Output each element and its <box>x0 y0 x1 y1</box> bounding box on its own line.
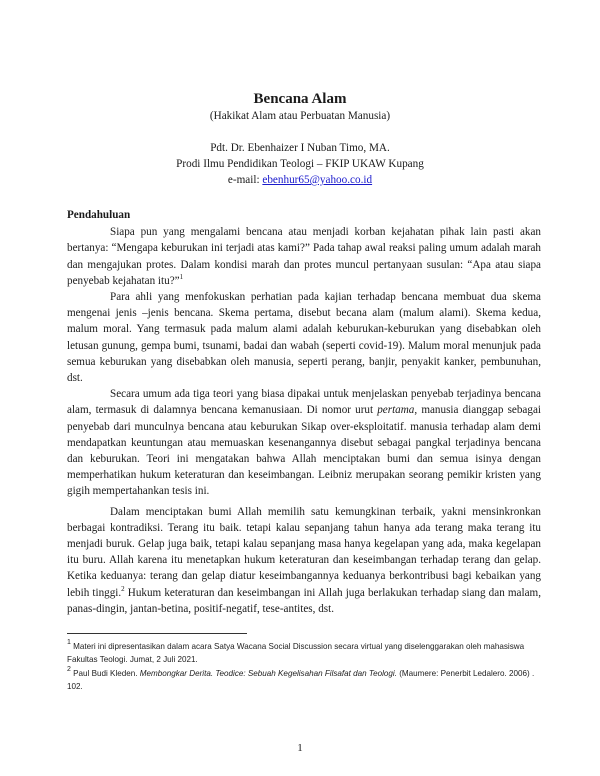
paragraph-3-text-a: Secara umum ada tiga teori yang biasa dipakai untuk menjelaskan penyebab terjadinya bencana alam, termasuk di dalamnya bencana kemanusiaan. Di nomor urut <box>67 388 541 417</box>
footnote-2-text-b: (Maumere: Penerbit Ledalero. 2006) . 102. <box>67 668 535 692</box>
paragraph-3 <box>67 386 541 499</box>
footnote-2-text-a: Paul Budi Kleden. <box>70 668 140 678</box>
section-heading: Pendahuluan <box>67 209 131 221</box>
footnote-1-text: Materi ini dipresentasikan dalam acara Satya Wacana Social Discussion secara virtual yang diselenggarakan oleh mahasiswa Fakultas Teologi. Jumat, 2 Juli 2021. <box>67 642 525 665</box>
paragraph-1 <box>67 224 541 289</box>
footnote-ref-2[interactable]: 2 <box>121 584 125 593</box>
email-label: e-mail: <box>227 174 263 186</box>
paragraph-3-text-b: , manusia dianggap sebagai penyebab dari munculnya bencana atau keburukan Sikap over-eksploitatif. manusia terhadap alam demi mendapatkan keuntungan atau memuaskan kesenangannya disebut sebagai pangkal terjadinya bencana dan keburukan. Teori ini mengatakan bahwa Allah menciptakan bumi dan semua isinya dengan memperhatikan hukum keteraturan dan keseimbangan. Leibniz merupakan seorang pemikir kristen yang gigih mempertahankan tesis ini. <box>67 404 541 498</box>
document-body <box>67 207 541 617</box>
page-number: 1 <box>297 742 303 754</box>
footnote-1 <box>67 640 541 667</box>
author-email-line <box>0 172 600 188</box>
footnote-ref-1[interactable]: 1 <box>179 272 184 281</box>
footnote-2-book-title: Membongkar Derita. Teodice: Sebuah Kegelisahan Filsafat dan Teologi. <box>139 668 397 678</box>
footnote-2-mark: 2 <box>67 665 71 673</box>
footnote-2 <box>67 667 541 694</box>
paragraph-2: Para ahli yang menfokuskan perhatian pada kajian terhadap bencana membuat dua skema mengenai jenis –jenis bencana. Skema pertama, disebut becana alam (malum alami). Skema kedua, malum moral. Yang termasuk pada malum alami adalah keburukan-keburukan yang disebabkan oleh letusan gunung, gempa bumi, tsunami, badai dan wabah (seperti covid-19). Malum moral menunjuk pada semua keburukan yang disebabkan oleh manusia, seperti perang, banjir, penyakit kanker, pembunuhan, dst. <box>67 291 541 385</box>
email-link[interactable]: ebenhur65@yahoo.co.id <box>262 174 373 186</box>
paragraph-3-emphasis: pertama <box>377 404 415 417</box>
paragraph-4-text-a: Dalam menciptakan bumi Allah memilih satu kemungkinan terbaik, yakni mensinkronkan berbagai kontradiksi. Terang itu baik. tetapi kalau sepanjang tahun hanya ada terang maka terang itu menjadi buruk. Gelap juga baik, tetapi kalau sepanjang masa hanya kegelapan yang ada, maka kegelapan itu buru. Allah karena itu menetapkan hukum keteraturan dan keseimbangan terhadap terang dan gelap. Ketika keduanya: terang dan gelap diatur keseimbangannya keduanya berkontribusi bagi kebaikan yang lebih tinggi. <box>67 505 541 599</box>
paragraph-4-text-b: Hukum keteraturan dan keseimbangan ini Allah juga berlakukan terhadap siang dan malam, panas-dingin, jantan-betina, positif-negatif, tese-antites, dst. <box>67 586 541 615</box>
document-title: Bencana Alam <box>253 91 347 107</box>
author-affiliation: Prodi Ilmu Pendidikan Teologi – FKIP UKAW Kupang <box>176 158 424 170</box>
author-block <box>0 140 600 188</box>
paragraph-1-text: Siapa pun yang mengalami bencana atau menjadi korban kejahatan pihak lain pasti akan bertanya: “Mengapa keburukan ini terjadi atas kami?” Pada tahap awal reaksi paling umum adalah marah dan mengajukan protes. Dalam kondisi marah dan protes muncul pertanyaan susulan: “Apa atau siapa penyebab kejahatan itu?” <box>67 226 541 287</box>
document-subtitle: (Hakikat Alam atau Perbuatan Manusia) <box>209 110 391 122</box>
author-name: Pdt. Dr. Ebenhaizer I Nuban Timo, MA. <box>210 142 390 154</box>
footnote-1-mark: 1 <box>67 639 71 646</box>
footnote-divider <box>67 633 247 634</box>
paragraph-4 <box>67 504 541 617</box>
footnotes <box>67 640 541 694</box>
